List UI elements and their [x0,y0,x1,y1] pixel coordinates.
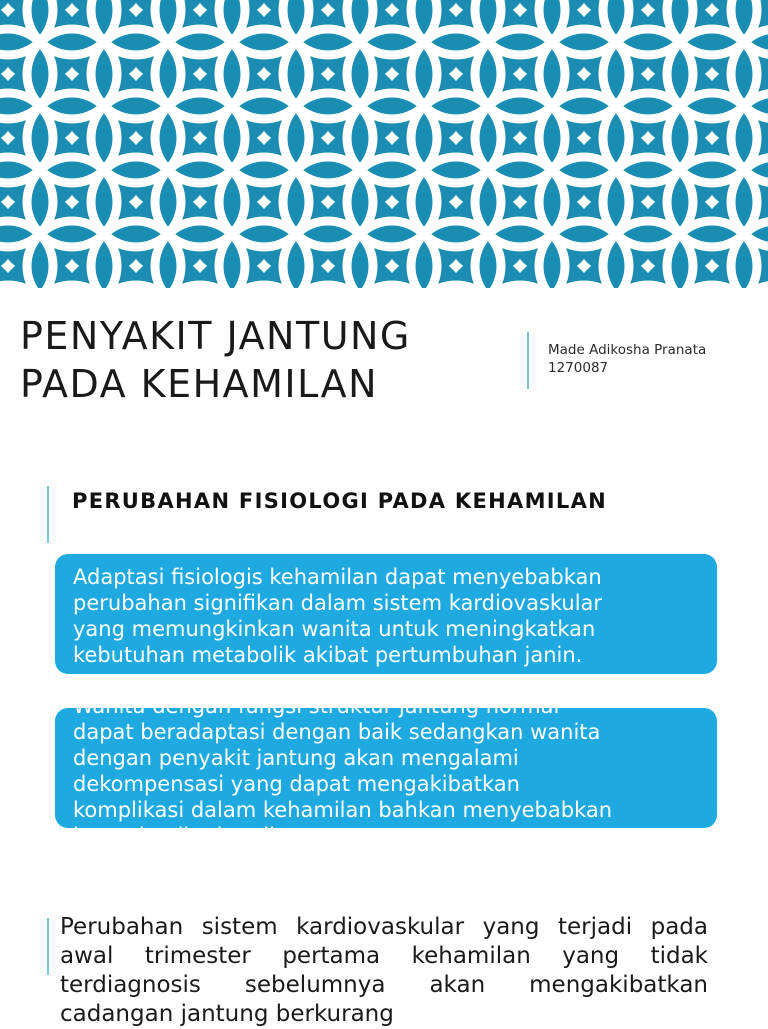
text-line: Adaptasi fisiologis kehamilan dapat menyebabkan [73,565,602,589]
info-box-heart-disease [55,694,717,848]
text-line: perubahan signifikan dalam sistem kardiovaskular [73,591,603,615]
section-divider [47,486,49,543]
author-name: Made Adikosha Pranata [548,342,707,358]
text-line: Wanita dengan fungsi struktur jantung normal [73,694,560,718]
text-line: kematian ibu hamil. [73,824,282,848]
text-line: yang memungkinkan wanita untuk meningkatkan [73,617,596,641]
header-pattern [0,0,768,288]
paragraph-divider [47,918,49,975]
text-line: dengan penyakit jantung akan mengalami [73,746,519,770]
slide-title [20,312,411,408]
text-line: dapat beradaptasi dengan baik sedangkan wanita [73,720,601,744]
author-id: 1270087 [548,360,609,376]
title-line-2: PADA KEHAMILAN [20,362,379,406]
info-box-adaptation [55,554,717,674]
title-line-1: PENYAKIT JANTUNG [20,314,411,358]
text-line: kebutuhan metabolik akibat pertumbuhan janin. [73,643,583,667]
info-box-text [73,693,703,849]
author-block [548,341,706,377]
section-heading: PERUBAHAN FISIOLOGI PADA KEHAMILAN [72,489,608,513]
author-divider [527,332,529,389]
text-line: komplikasi dalam kehamilan bahkan menyebabkan [73,798,613,822]
body-paragraph: Perubahan sistem kardiovaskular yang terjadi pada awal trimester pertama kehamilan yang tidak terdiagnosis sebelumnya akan mengakibatkan cadangan jantung berkurang [60,914,708,1027]
text-line: dekompensasi yang dapat mengakibatkan [73,772,520,796]
info-box-text [73,564,703,668]
